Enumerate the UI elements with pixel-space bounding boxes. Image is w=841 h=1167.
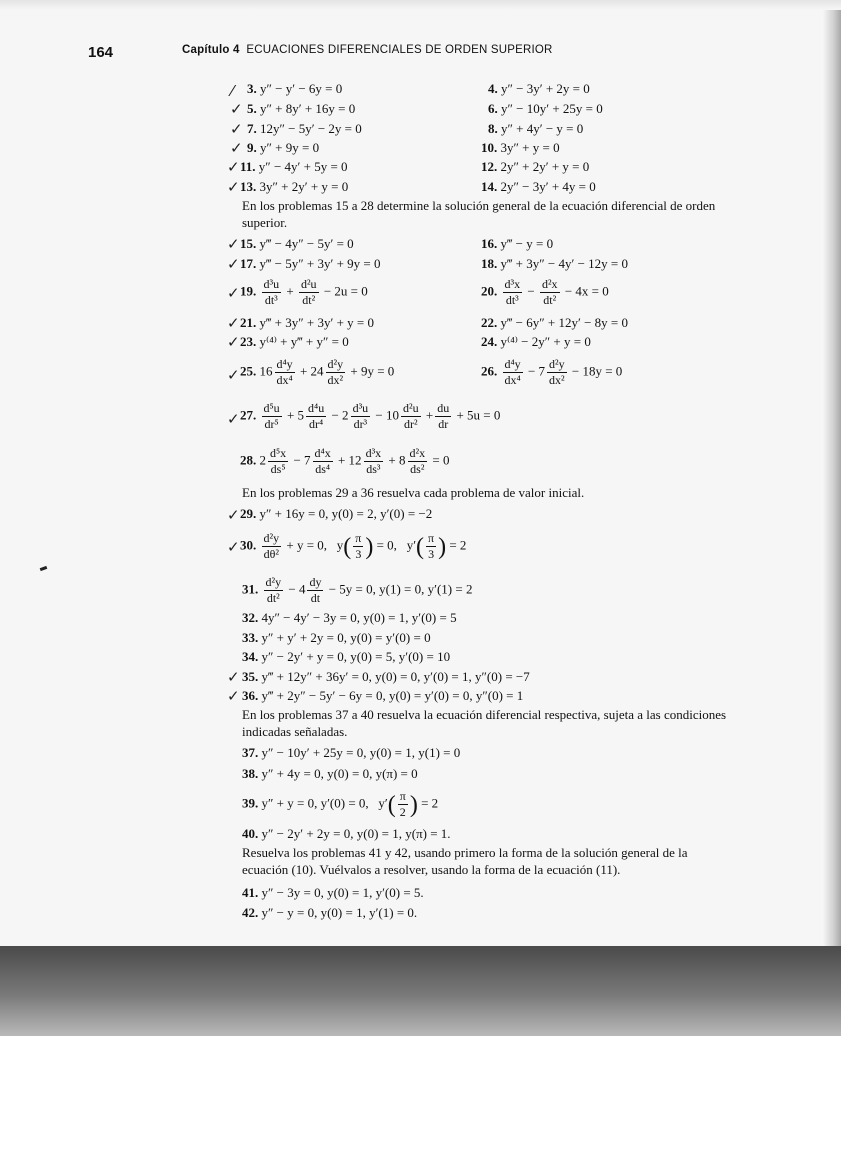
problem-30: 30. $\frac{\text{d²y}}{\text{dθ²}}$ + y = 0, y( $\frac{\pi}{3}$ ) = 0, y′( $\frac{\pi}{3}$ ) = 2	[240, 531, 467, 561]
handwritten-check-mark: ✓	[227, 255, 240, 273]
handwritten-check-mark: ✓	[230, 120, 243, 138]
problem-3: 3. y″ − y′ − 6y = 0	[247, 81, 343, 96]
problem-42: 42. y″ − y = 0, y(0) = 1, y′(1) = 0.	[242, 905, 418, 920]
problem-28: 28. 2 $\frac{\text{d⁵x}}{\text{ds⁵}}$ − 7 $\frac{\text{d⁴x}}{\text{ds⁴}}$ + 12 $\frac{\text{d³x}}{\text{ds³}}$ + 8 $\frac{\text{d²x}}{\text{ds²}}$ = 0	[240, 446, 450, 476]
page-number: 164	[88, 44, 114, 61]
problem-25: 25. 16 $\frac{\text{d⁴y}}{\text{dx⁴}}$ + 24 $\frac{\text{d²y}}{\text{dx²}}$ + 9y = 0	[240, 357, 395, 387]
problem-6: 6. y″ − 10y′ + 25y = 0	[488, 101, 603, 116]
problem-34: 34. y″ − 2y′ + y = 0, y(0) = 5, y′(0) = 10	[242, 649, 451, 664]
problem-12: 12. 2y″ + 2y′ + y = 0	[481, 159, 590, 174]
problem-35: 35. y‴ + 12y″ + 36y′ = 0, y(0) = 0, y′(0) = 1, y″(0) = −7	[242, 669, 530, 684]
instructions-15-28: En los problemas 15 a 28 determine la solución general de la ecuación diferencial de orden superior.	[242, 198, 716, 230]
problem-15: 15. y‴ − 4y″ − 5y′ = 0	[240, 236, 354, 251]
handwritten-check-mark: ✓	[227, 314, 240, 332]
handwritten-check-mark: ✓	[227, 687, 240, 705]
handwritten-check-mark: ✓	[227, 506, 240, 524]
problem-37: 37. y″ − 10y′ + 25y = 0, y(0) = 1, y(1) = 0	[242, 745, 461, 760]
handwritten-check-mark: ✓	[227, 178, 240, 196]
problem-10: 10. 3y″ + y = 0	[481, 140, 560, 155]
handwritten-check-mark: ✓	[227, 538, 240, 556]
problem-7: 7. 12y″ − 5y′ − 2y = 0	[247, 121, 362, 136]
problem-23: 23. y⁽⁴⁾ + y‴ + y″ = 0	[240, 334, 349, 349]
page-edge-shadow	[823, 10, 841, 946]
chapter-label: Capítulo 4	[182, 44, 240, 56]
handwritten-check-mark: ✓	[230, 100, 243, 118]
instructions-37-40: En los problemas 37 a 40 resuelva la ecuación diferencial respectiva, sujeta a las condiciones indicadas señaladas.	[242, 707, 727, 739]
handwritten-check-mark: ✓	[227, 410, 240, 428]
problem-8: 8. y″ + 4y′ − y = 0	[488, 121, 584, 136]
handwritten-check-mark: ✓	[227, 333, 240, 351]
scanner-bed-shadow	[0, 946, 841, 1036]
problem-27: 27. $\frac{\text{d⁵u}}{\text{dr⁵}}$ + 5 $\frac{\text{d⁴u}}{\text{dr⁴}}$ − 2 $\frac{\text{d³u}}{\text{dr³}}$ − 10 $\frac{\text{d²u}}{\text{dr²}}$ + $\frac{du}{dr}$ + 5u = 0	[240, 401, 501, 431]
problem-16: 16. y‴ − y = 0	[481, 236, 554, 251]
handwritten-check-mark: ✓	[227, 235, 240, 253]
instructions-41-42: Resuelva los problemas 41 y 42, usando primero la forma de la solución general de la ecuación (10). Vuélvalos a resolver, usando la forma de la ecuación (11).	[242, 845, 688, 877]
instructions-29-36: En los problemas 29 a 36 resuelva cada problema de valor inicial.	[242, 485, 585, 500]
handwritten-slash-mark: ⁄	[231, 82, 234, 100]
problem-29: 29. y″ + 16y = 0, y(0) = 2, y′(0) = −2	[240, 506, 433, 521]
problem-36: 36. y‴ + 2y″ − 5y′ − 6y = 0, y(0) = y′(0) = 0, y″(0) = 1	[242, 688, 524, 703]
problem-14: 14. 2y″ − 3y′ + 4y = 0	[481, 179, 596, 194]
chapter-title: ECUACIONES DIFERENCIALES DE ORDEN SUPERIOR	[246, 44, 553, 56]
chapter-header	[182, 44, 553, 56]
handwritten-check-mark: ✓	[227, 284, 240, 302]
handwritten-check-mark: ✓	[230, 139, 243, 157]
problem-40: 40. y″ − 2y′ + 2y = 0, y(0) = 1, y(π) = 1.	[242, 826, 451, 841]
problem-39: 39. y″ + y = 0, y′(0) = 0, y′( $\frac{\pi}{2}$ ) = 2	[242, 789, 439, 819]
problem-38: 38. y″ + 4y = 0, y(0) = 0, y(π) = 0	[242, 766, 418, 781]
problem-9: 9. y″ + 9y = 0	[247, 140, 320, 155]
problem-33: 33. y″ + y′ + 2y = 0, y(0) = y′(0) = 0	[242, 630, 431, 645]
problem-19: 19. $\frac{\text{d³u}}{\text{dt³}}$ + $\frac{\text{d²u}}{\text{dt²}}$ − 2u = 0	[240, 277, 368, 307]
problem-18: 18. y‴ + 3y″ − 4y′ − 12y = 0	[481, 256, 628, 271]
problem-26: 26. $\frac{\text{d⁴y}}{\text{dx⁴}}$ − 7 $\frac{\text{d²y}}{\text{dx²}}$ − 18y = 0	[481, 357, 623, 387]
blank-area	[0, 1036, 841, 1167]
problem-22: 22. y‴ − 6y″ + 12y′ − 8y = 0	[481, 315, 628, 330]
stray-pen-mark	[40, 566, 48, 571]
problem-17: 17. y‴ − 5y″ + 3y′ + 9y = 0	[240, 256, 381, 271]
problem-13: 13. 3y″ + 2y′ + y = 0	[240, 179, 349, 194]
handwritten-check-mark: ✓	[227, 158, 240, 176]
problem-21: 21. y‴ + 3y″ + 3y′ + y = 0	[240, 315, 374, 330]
problem-20: 20. $\frac{\text{d³x}}{\text{dt³}}$ − $\frac{\text{d²x}}{\text{dt²}}$ − 4x = 0	[481, 277, 609, 307]
handwritten-check-mark: ✓	[227, 366, 240, 384]
problem-32: 32. 4y″ − 4y′ − 3y = 0, y(0) = 1, y′(0) = 5	[242, 610, 457, 625]
handwritten-check-mark: ✓	[227, 668, 240, 686]
problem-31: 31. $\frac{\text{d²y}}{\text{dt²}}$ − 4 $\frac{dy}{dt}$ − 5y = 0, y(1) = 0, y′(1) = 2	[242, 575, 473, 605]
problem-24: 24. y⁽⁴⁾ − 2y″ + y = 0	[481, 334, 591, 349]
problem-4: 4. y″ − 3y′ + 2y = 0	[488, 81, 590, 96]
problem-5: 5. y″ + 8y′ + 16y = 0	[247, 101, 356, 116]
top-edge-shade	[0, 0, 841, 10]
problem-41: 41. y″ − 3y = 0, y(0) = 1, y′(0) = 5.	[242, 885, 424, 900]
problem-11: 11. y″ − 4y′ + 5y = 0	[240, 159, 348, 174]
